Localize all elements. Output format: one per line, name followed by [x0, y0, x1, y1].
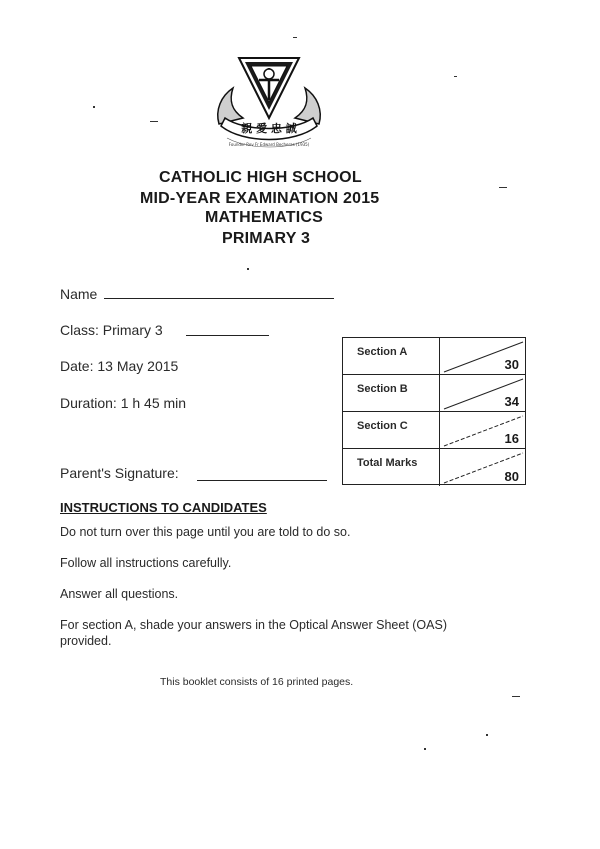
marks-score-cell [440, 412, 527, 448]
marks-value: 30 [504, 357, 519, 372]
instruction-item: Do not turn over this page until you are told to do so. [60, 525, 351, 539]
scan-speck [512, 696, 520, 697]
marks-score-cell [440, 375, 527, 411]
marks-row-section-c [343, 412, 525, 449]
scan-speck [499, 187, 507, 188]
instruction-item: For section A, shade your answers in the Optical Answer Sheet (OAS) provided. [60, 618, 447, 648]
school-name: CATHOLIC HIGH SCHOOL [159, 169, 362, 186]
duration-label: Duration: 1 h 45 min [60, 395, 187, 411]
marks-label: Section B [343, 375, 440, 411]
scan-speck [424, 748, 426, 750]
instructions-title: INSTRUCTIONS TO CANDIDATES [60, 500, 267, 515]
parent-signature-label: Parent's Signature: [60, 465, 179, 481]
date-label: Date: 13 May 2015 [60, 358, 179, 374]
name-label: Name [60, 286, 98, 302]
marks-value: 16 [504, 431, 519, 446]
level-title: PRIMARY 3 [222, 230, 311, 247]
exam-title: MID-YEAR EXAMINATION 2015 [140, 190, 380, 207]
scan-speck [150, 121, 158, 122]
scan-speck [454, 76, 457, 77]
marks-score-cell [440, 338, 527, 374]
marks-table [342, 337, 526, 485]
marks-row-section-b [343, 375, 525, 412]
marks-value: 80 [504, 469, 519, 484]
marks-row-total [343, 449, 525, 486]
svg-text:親 愛 忠 誠: 親 愛 忠 誠 [241, 122, 297, 135]
marks-score-cell [440, 449, 527, 486]
class-label: Class: Primary 3 [60, 322, 163, 338]
marks-label: Section C [343, 412, 440, 448]
scan-speck [293, 37, 297, 38]
subject-title: MATHEMATICS [205, 209, 324, 226]
svg-text:Founder Rev Fr Edward Becheras: Founder Rev Fr Edward Becheras (1935) [228, 142, 310, 147]
booklet-page-count: This booklet consists of 16 printed pages. [160, 676, 354, 688]
parent-signature-field[interactable] [197, 480, 327, 481]
instruction-item: Answer all questions. [60, 587, 179, 601]
scan-speck [93, 106, 95, 108]
instruction-item: Follow all instructions carefully. [60, 556, 232, 570]
marks-label: Section A [343, 338, 440, 374]
marks-label: Total Marks [343, 449, 440, 486]
scan-speck [247, 268, 249, 270]
name-field[interactable] [104, 298, 334, 299]
marks-row-section-a [343, 338, 525, 375]
scan-speck [486, 734, 488, 736]
school-crest-logo [213, 52, 325, 148]
marks-value: 34 [504, 394, 519, 409]
class-field[interactable] [186, 335, 269, 336]
